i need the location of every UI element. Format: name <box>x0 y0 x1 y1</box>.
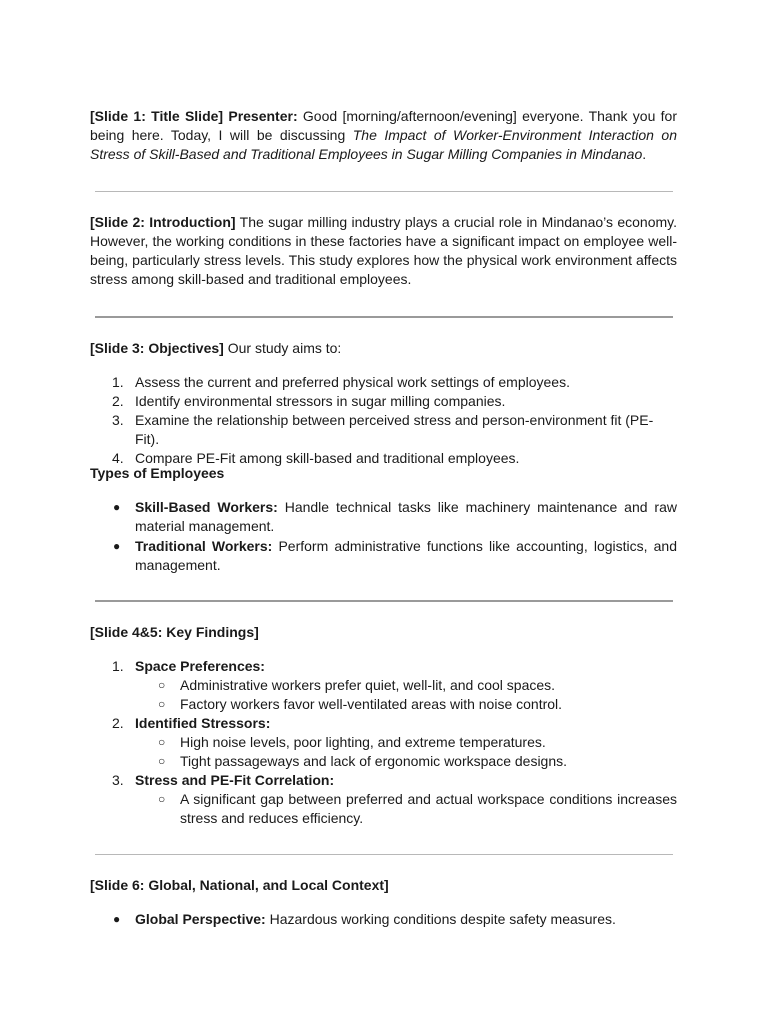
context-text: Hazardous working conditions despite safety measures. <box>265 911 616 927</box>
list-item <box>90 411 677 449</box>
slide3-label: [Slide 3: Objectives] <box>90 340 224 356</box>
circle-bullet-icon: ○ <box>158 678 166 692</box>
list-item <box>90 537 677 575</box>
finding-point: Tight passageways and lack of ergonomic workspace designs. <box>180 753 568 769</box>
list-number: 1. <box>112 374 124 390</box>
circle-bullet-icon: ○ <box>158 697 166 711</box>
list-item <box>90 657 677 676</box>
finding-title: Space Preferences: <box>135 658 265 674</box>
list-number: 3. <box>112 772 124 788</box>
slide6-heading <box>90 876 677 895</box>
list-number: 1. <box>112 658 124 674</box>
slide1-text-end: . <box>642 146 647 162</box>
list-item <box>90 373 677 392</box>
types-heading-text: Types of Employees <box>90 465 225 481</box>
finding-point: High noise levels, poor lighting, and extreme temperatures. <box>180 734 546 750</box>
list-number: 2. <box>112 715 124 731</box>
sub-list-item <box>90 676 677 695</box>
sub-list-item <box>90 790 677 828</box>
divider-3 <box>95 600 673 602</box>
list-number: 3. <box>112 412 124 428</box>
slide1-text: Good [morning/afternoon/evening] everyone. Thank you for being here. Today, I will be discussing <box>90 108 677 143</box>
slide2-text: The sugar milling industry plays a crucial role in Mindanao’s economy. However, the working conditions in these factories have a significant impact on employee well-being, particularly stress levels. This study explores how the physical work environment affects stress among skill-based and traditional employees. <box>90 214 678 287</box>
type-text: Handle technical tasks like machinery maintenance and raw material management. <box>135 499 677 534</box>
circle-bullet-icon: ○ <box>158 754 166 768</box>
sub-list-item <box>90 733 677 752</box>
bullet-icon: ● <box>113 500 121 514</box>
bullet-icon: ● <box>113 912 121 926</box>
finding-point: Factory workers favor well-ventilated areas with noise control. <box>180 696 563 712</box>
bullet-icon: ● <box>113 539 121 553</box>
finding-title: Stress and PE-Fit Correlation: <box>135 772 335 788</box>
objective-text: Assess the current and preferred physical work settings of employees. <box>135 374 570 390</box>
slide2-label: [Slide 2: Introduction] <box>90 214 236 230</box>
divider-1 <box>95 191 673 192</box>
list-number: 2. <box>112 393 124 409</box>
types-list <box>90 498 677 575</box>
slide45-label: [Slide 4&5: Key Findings] <box>90 624 259 640</box>
type-label: Skill-Based Workers: <box>135 499 278 515</box>
objective-text: Examine the relationship between perceived stress and person-environment fit (PE-Fit). <box>135 412 654 447</box>
findings-list <box>90 657 677 828</box>
sub-list-item <box>90 695 677 714</box>
list-item <box>90 910 677 929</box>
finding-title: Identified Stressors: <box>135 715 271 731</box>
list-item <box>90 498 677 536</box>
type-text: Perform administrative functions like accounting, logistics, and management. <box>135 538 677 573</box>
slide1-label: [Slide 1: Title Slide] Presenter: <box>90 108 298 124</box>
context-list <box>90 910 677 929</box>
finding-point: A significant gap between preferred and actual workspace conditions increases stress and reduces efficiency. <box>180 791 677 826</box>
list-item <box>90 392 677 411</box>
list-item <box>90 771 677 790</box>
context-label: Global Perspective: <box>135 911 266 927</box>
finding-point: Administrative workers prefer quiet, well-lit, and cool spaces. <box>180 677 556 693</box>
sub-list-item <box>90 752 677 771</box>
slide1-title: The Impact of Worker-Environment Interaction on Stress of Skill-Based and Traditional Employees in Sugar Milling Companies in Mindanao <box>90 127 677 162</box>
slide1-paragraph <box>90 107 677 164</box>
slide2-paragraph <box>90 213 677 289</box>
circle-bullet-icon: ○ <box>158 735 166 749</box>
list-item <box>90 714 677 733</box>
circle-bullet-icon: ○ <box>158 792 166 806</box>
slide3-heading <box>90 339 677 358</box>
slide6-label: [Slide 6: Global, National, and Local Context] <box>90 877 389 893</box>
divider-4 <box>95 854 673 855</box>
type-label: Traditional Workers: <box>135 538 273 554</box>
objectives-list <box>90 373 677 468</box>
slide3-text: Our study aims to: <box>223 340 342 356</box>
slide45-heading <box>90 623 677 642</box>
objective-text: Identify environmental stressors in sugar milling companies. <box>135 393 506 409</box>
objective-text: Compare PE-Fit among skill-based and traditional employees. <box>135 450 520 466</box>
divider-2 <box>95 316 673 318</box>
list-number: 4. <box>112 450 124 466</box>
types-heading <box>90 464 677 483</box>
